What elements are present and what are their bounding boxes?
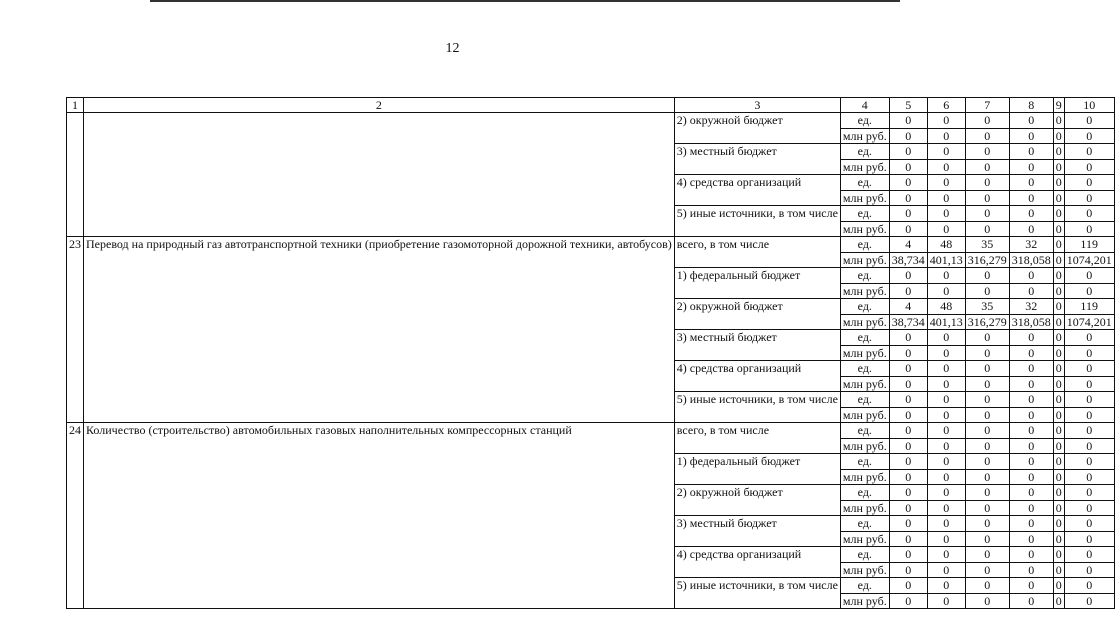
value-cell: 0 <box>965 268 1009 284</box>
value-cell: 0 <box>927 454 965 470</box>
value-cell: 0 <box>965 438 1009 454</box>
value-cell: 0 <box>1009 547 1053 563</box>
value-cell: 0 <box>889 392 927 408</box>
value-cell: 48 <box>927 237 965 253</box>
unit-cell: млн руб. <box>840 376 889 392</box>
value-cell: 0 <box>1053 392 1064 408</box>
value-cell: 0 <box>965 128 1009 144</box>
funding-source: 4) средства организаций <box>674 361 840 392</box>
value-cell: 0 <box>1064 469 1114 485</box>
value-cell: 0 <box>889 144 927 160</box>
value-cell: 119 <box>1064 299 1114 315</box>
value-cell: 38,734 <box>889 252 927 268</box>
unit-cell: ед. <box>840 144 889 160</box>
value-cell: 0 <box>1053 299 1064 315</box>
value-cell: 35 <box>965 237 1009 253</box>
value-cell: 0 <box>1009 485 1053 501</box>
value-cell: 0 <box>1053 578 1064 594</box>
value-cell: 0 <box>1053 500 1064 516</box>
value-cell: 0 <box>927 500 965 516</box>
value-cell: 0 <box>1064 113 1114 129</box>
funding-source: 2) окружной бюджет <box>674 299 840 330</box>
value-cell: 0 <box>1064 175 1114 191</box>
value-cell: 0 <box>1053 531 1064 547</box>
value-cell: 0 <box>927 485 965 501</box>
value-cell: 0 <box>1064 547 1114 563</box>
value-cell: 0 <box>927 283 965 299</box>
header-row <box>67 98 1115 113</box>
value-cell: 0 <box>1009 206 1053 222</box>
value-cell: 0 <box>1009 469 1053 485</box>
unit-cell: млн руб. <box>840 159 889 175</box>
value-cell: 0 <box>1009 283 1053 299</box>
value-cell: 0 <box>1053 562 1064 578</box>
value-cell: 0 <box>927 376 965 392</box>
value-cell: 0 <box>889 128 927 144</box>
unit-cell: млн руб. <box>840 593 889 609</box>
value-cell: 0 <box>1009 345 1053 361</box>
value-cell: 0 <box>889 593 927 609</box>
value-cell: 0 <box>927 345 965 361</box>
value-cell: 0 <box>1053 438 1064 454</box>
value-cell: 0 <box>889 345 927 361</box>
unit-cell: ед. <box>840 268 889 284</box>
unit-cell: млн руб. <box>840 407 889 423</box>
value-cell: 0 <box>1053 345 1064 361</box>
value-cell: 0 <box>965 361 1009 377</box>
value-cell: 0 <box>1009 531 1053 547</box>
value-cell: 0 <box>1009 593 1053 609</box>
value-cell: 0 <box>889 485 927 501</box>
value-cell: 0 <box>927 175 965 191</box>
table-row <box>67 423 1115 439</box>
unit-cell: ед. <box>840 485 889 501</box>
table-row <box>67 237 1115 253</box>
value-cell: 0 <box>927 469 965 485</box>
funding-source: 1) федеральный бюджет <box>674 268 840 299</box>
value-cell: 0 <box>1064 190 1114 206</box>
value-cell: 0 <box>1064 283 1114 299</box>
value-cell: 119 <box>1064 237 1114 253</box>
header-cell: 4 <box>840 98 889 113</box>
header-cell: 6 <box>927 98 965 113</box>
value-cell: 0 <box>1064 128 1114 144</box>
funding-source: 3) местный бюджет <box>674 516 840 547</box>
funding-source: 3) местный бюджет <box>674 330 840 361</box>
value-cell: 0 <box>1053 252 1064 268</box>
unit-cell: ед. <box>840 392 889 408</box>
value-cell: 0 <box>965 175 1009 191</box>
value-cell: 0 <box>1053 237 1064 253</box>
value-cell: 0 <box>1064 376 1114 392</box>
value-cell: 4 <box>889 237 927 253</box>
value-cell: 0 <box>1009 578 1053 594</box>
unit-cell: млн руб. <box>840 345 889 361</box>
value-cell: 0 <box>889 454 927 470</box>
value-cell: 0 <box>927 578 965 594</box>
value-cell: 0 <box>927 128 965 144</box>
value-cell: 0 <box>965 330 1009 346</box>
value-cell: 0 <box>1053 330 1064 346</box>
value-cell: 0 <box>1053 175 1064 191</box>
value-cell: 0 <box>889 283 927 299</box>
value-cell: 0 <box>1009 500 1053 516</box>
value-cell: 0 <box>1009 361 1053 377</box>
value-cell: 0 <box>927 531 965 547</box>
value-cell: 0 <box>1053 454 1064 470</box>
value-cell: 0 <box>1009 128 1053 144</box>
value-cell: 0 <box>1053 407 1064 423</box>
item-name: Количество (строительство) автомобильных газовых наполнительных компрессорных станций <box>84 423 675 609</box>
unit-cell: млн руб. <box>840 283 889 299</box>
value-cell: 0 <box>965 423 1009 439</box>
value-cell: 0 <box>927 159 965 175</box>
value-cell: 0 <box>889 330 927 346</box>
value-cell: 0 <box>1064 531 1114 547</box>
value-cell: 0 <box>1053 190 1064 206</box>
unit-cell: млн руб. <box>840 438 889 454</box>
funding-source: 2) окружной бюджет <box>674 485 840 516</box>
value-cell: 0 <box>889 113 927 129</box>
value-cell: 0 <box>965 376 1009 392</box>
unit-cell: ед. <box>840 237 889 253</box>
unit-cell: млн руб. <box>840 500 889 516</box>
value-cell: 0 <box>965 562 1009 578</box>
item-number <box>67 113 84 237</box>
value-cell: 0 <box>889 438 927 454</box>
unit-cell: млн руб. <box>840 469 889 485</box>
value-cell: 1074,201 <box>1064 252 1114 268</box>
item-number: 24 <box>67 423 84 609</box>
value-cell: 0 <box>1064 361 1114 377</box>
value-cell: 35 <box>965 299 1009 315</box>
value-cell: 0 <box>1053 361 1064 377</box>
unit-cell: млн руб. <box>840 252 889 268</box>
funding-source: всего, в том числе <box>674 237 840 268</box>
value-cell: 0 <box>889 376 927 392</box>
value-cell: 318,058 <box>1009 252 1053 268</box>
value-cell: 1074,201 <box>1064 314 1114 330</box>
value-cell: 32 <box>1009 299 1053 315</box>
value-cell: 0 <box>1053 516 1064 532</box>
value-cell: 0 <box>1064 392 1114 408</box>
value-cell: 0 <box>965 190 1009 206</box>
value-cell: 0 <box>1053 113 1064 129</box>
header-cell: 10 <box>1064 98 1114 113</box>
value-cell: 0 <box>1064 268 1114 284</box>
value-cell: 0 <box>965 392 1009 408</box>
header-cell: 1 <box>67 98 84 113</box>
value-cell: 0 <box>965 485 1009 501</box>
item-name <box>84 113 675 237</box>
value-cell: 0 <box>1064 345 1114 361</box>
funding-source: 5) иные источники, в том числе <box>674 578 840 609</box>
funding-source: 2) окружной бюджет <box>674 113 840 144</box>
unit-cell: ед. <box>840 578 889 594</box>
unit-cell: ед. <box>840 206 889 222</box>
funding-source: 1) федеральный бюджет <box>674 454 840 485</box>
value-cell: 0 <box>1009 376 1053 392</box>
value-cell: 0 <box>1009 175 1053 191</box>
value-cell: 0 <box>889 531 927 547</box>
funding-source: 5) иные источники, в том числе <box>674 206 840 237</box>
value-cell: 0 <box>1053 283 1064 299</box>
value-cell: 0 <box>965 516 1009 532</box>
value-cell: 0 <box>1053 128 1064 144</box>
value-cell: 0 <box>965 547 1009 563</box>
header-cell: 8 <box>1009 98 1053 113</box>
value-cell: 0 <box>965 578 1009 594</box>
value-cell: 318,058 <box>1009 314 1053 330</box>
value-cell: 0 <box>889 159 927 175</box>
unit-cell: ед. <box>840 299 889 315</box>
value-cell: 0 <box>1064 516 1114 532</box>
page-number: 12 <box>445 41 460 56</box>
value-cell: 0 <box>1009 423 1053 439</box>
program-table <box>66 97 1115 609</box>
value-cell: 0 <box>965 593 1009 609</box>
value-cell: 38,734 <box>889 314 927 330</box>
value-cell: 0 <box>1009 330 1053 346</box>
value-cell: 0 <box>889 578 927 594</box>
value-cell: 4 <box>889 299 927 315</box>
value-cell: 0 <box>889 516 927 532</box>
item-number: 23 <box>67 237 84 423</box>
value-cell: 0 <box>965 159 1009 175</box>
value-cell: 0 <box>889 221 927 237</box>
value-cell: 0 <box>1064 438 1114 454</box>
unit-cell: ед. <box>840 547 889 563</box>
value-cell: 0 <box>1009 407 1053 423</box>
value-cell: 316,279 <box>965 314 1009 330</box>
value-cell: 0 <box>965 469 1009 485</box>
value-cell: 0 <box>927 190 965 206</box>
value-cell: 0 <box>889 423 927 439</box>
value-cell: 0 <box>965 283 1009 299</box>
value-cell: 0 <box>1064 407 1114 423</box>
unit-cell: млн руб. <box>840 221 889 237</box>
value-cell: 0 <box>1053 206 1064 222</box>
value-cell: 0 <box>927 206 965 222</box>
unit-cell: ед. <box>840 454 889 470</box>
value-cell: 0 <box>1064 159 1114 175</box>
value-cell: 0 <box>927 113 965 129</box>
value-cell: 0 <box>965 345 1009 361</box>
value-cell: 0 <box>889 268 927 284</box>
funding-source: 4) средства организаций <box>674 547 840 578</box>
value-cell: 0 <box>1064 221 1114 237</box>
value-cell: 0 <box>965 113 1009 129</box>
value-cell: 0 <box>965 221 1009 237</box>
unit-cell: ед. <box>840 516 889 532</box>
value-cell: 0 <box>1064 144 1114 160</box>
value-cell: 0 <box>1064 206 1114 222</box>
value-cell: 0 <box>1009 268 1053 284</box>
value-cell: 0 <box>1009 221 1053 237</box>
value-cell: 0 <box>1053 159 1064 175</box>
funding-source: 3) местный бюджет <box>674 144 840 175</box>
value-cell: 0 <box>1053 314 1064 330</box>
value-cell: 0 <box>1053 593 1064 609</box>
value-cell: 0 <box>889 361 927 377</box>
value-cell: 0 <box>1009 159 1053 175</box>
unit-cell: ед. <box>840 175 889 191</box>
value-cell: 0 <box>1053 423 1064 439</box>
value-cell: 0 <box>927 330 965 346</box>
value-cell: 0 <box>1053 268 1064 284</box>
funding-source: 4) средства организаций <box>674 175 840 206</box>
value-cell: 0 <box>965 144 1009 160</box>
value-cell: 0 <box>1064 454 1114 470</box>
unit-cell: млн руб. <box>840 531 889 547</box>
unit-cell: ед. <box>840 423 889 439</box>
value-cell: 0 <box>1053 485 1064 501</box>
header-cell: 2 <box>84 98 675 113</box>
value-cell: 0 <box>889 500 927 516</box>
value-cell: 0 <box>1053 547 1064 563</box>
unit-cell: млн руб. <box>840 128 889 144</box>
value-cell: 0 <box>1064 578 1114 594</box>
value-cell: 0 <box>889 407 927 423</box>
value-cell: 0 <box>1009 113 1053 129</box>
table-row <box>67 113 1115 129</box>
value-cell: 401,13 <box>927 252 965 268</box>
unit-cell: ед. <box>840 361 889 377</box>
value-cell: 0 <box>927 407 965 423</box>
value-cell: 0 <box>965 500 1009 516</box>
value-cell: 0 <box>927 392 965 408</box>
value-cell: 0 <box>1009 190 1053 206</box>
value-cell: 0 <box>1053 144 1064 160</box>
value-cell: 0 <box>1009 438 1053 454</box>
value-cell: 0 <box>1009 562 1053 578</box>
value-cell: 0 <box>965 531 1009 547</box>
value-cell: 0 <box>965 407 1009 423</box>
value-cell: 0 <box>889 206 927 222</box>
value-cell: 0 <box>927 268 965 284</box>
value-cell: 0 <box>1009 144 1053 160</box>
funding-source: всего, в том числе <box>674 423 840 454</box>
value-cell: 0 <box>1009 454 1053 470</box>
value-cell: 0 <box>927 593 965 609</box>
value-cell: 0 <box>927 221 965 237</box>
value-cell: 0 <box>1053 376 1064 392</box>
header-cell: 9 <box>1053 98 1064 113</box>
value-cell: 0 <box>965 454 1009 470</box>
value-cell: 0 <box>1053 221 1064 237</box>
value-cell: 0 <box>1064 593 1114 609</box>
value-cell: 32 <box>1009 237 1053 253</box>
unit-cell: ед. <box>840 113 889 129</box>
value-cell: 0 <box>889 190 927 206</box>
value-cell: 0 <box>1064 423 1114 439</box>
value-cell: 48 <box>927 299 965 315</box>
value-cell: 0 <box>927 516 965 532</box>
value-cell: 0 <box>927 144 965 160</box>
value-cell: 0 <box>1009 392 1053 408</box>
unit-cell: млн руб. <box>840 190 889 206</box>
value-cell: 0 <box>889 469 927 485</box>
value-cell: 0 <box>1064 562 1114 578</box>
value-cell: 0 <box>1064 330 1114 346</box>
value-cell: 0 <box>1053 469 1064 485</box>
value-cell: 0 <box>889 562 927 578</box>
value-cell: 0 <box>889 547 927 563</box>
value-cell: 0 <box>889 175 927 191</box>
value-cell: 0 <box>1064 485 1114 501</box>
value-cell: 0 <box>927 562 965 578</box>
value-cell: 0 <box>927 438 965 454</box>
value-cell: 0 <box>927 423 965 439</box>
unit-cell: млн руб. <box>840 314 889 330</box>
unit-cell: млн руб. <box>840 562 889 578</box>
header-cell: 7 <box>965 98 1009 113</box>
unit-cell: ед. <box>840 330 889 346</box>
value-cell: 401,13 <box>927 314 965 330</box>
value-cell: 316,279 <box>965 252 1009 268</box>
value-cell: 0 <box>927 547 965 563</box>
item-name: Перевод на природный газ автотранспортной техники (приобретение газомоторной дорожной техники, автобусов) <box>84 237 675 423</box>
top-rule <box>150 0 900 2</box>
header-cell: 3 <box>674 98 840 113</box>
header-cell: 5 <box>889 98 927 113</box>
value-cell: 0 <box>965 206 1009 222</box>
value-cell: 0 <box>1064 500 1114 516</box>
funding-source: 5) иные источники, в том числе <box>674 392 840 423</box>
value-cell: 0 <box>927 361 965 377</box>
value-cell: 0 <box>1009 516 1053 532</box>
